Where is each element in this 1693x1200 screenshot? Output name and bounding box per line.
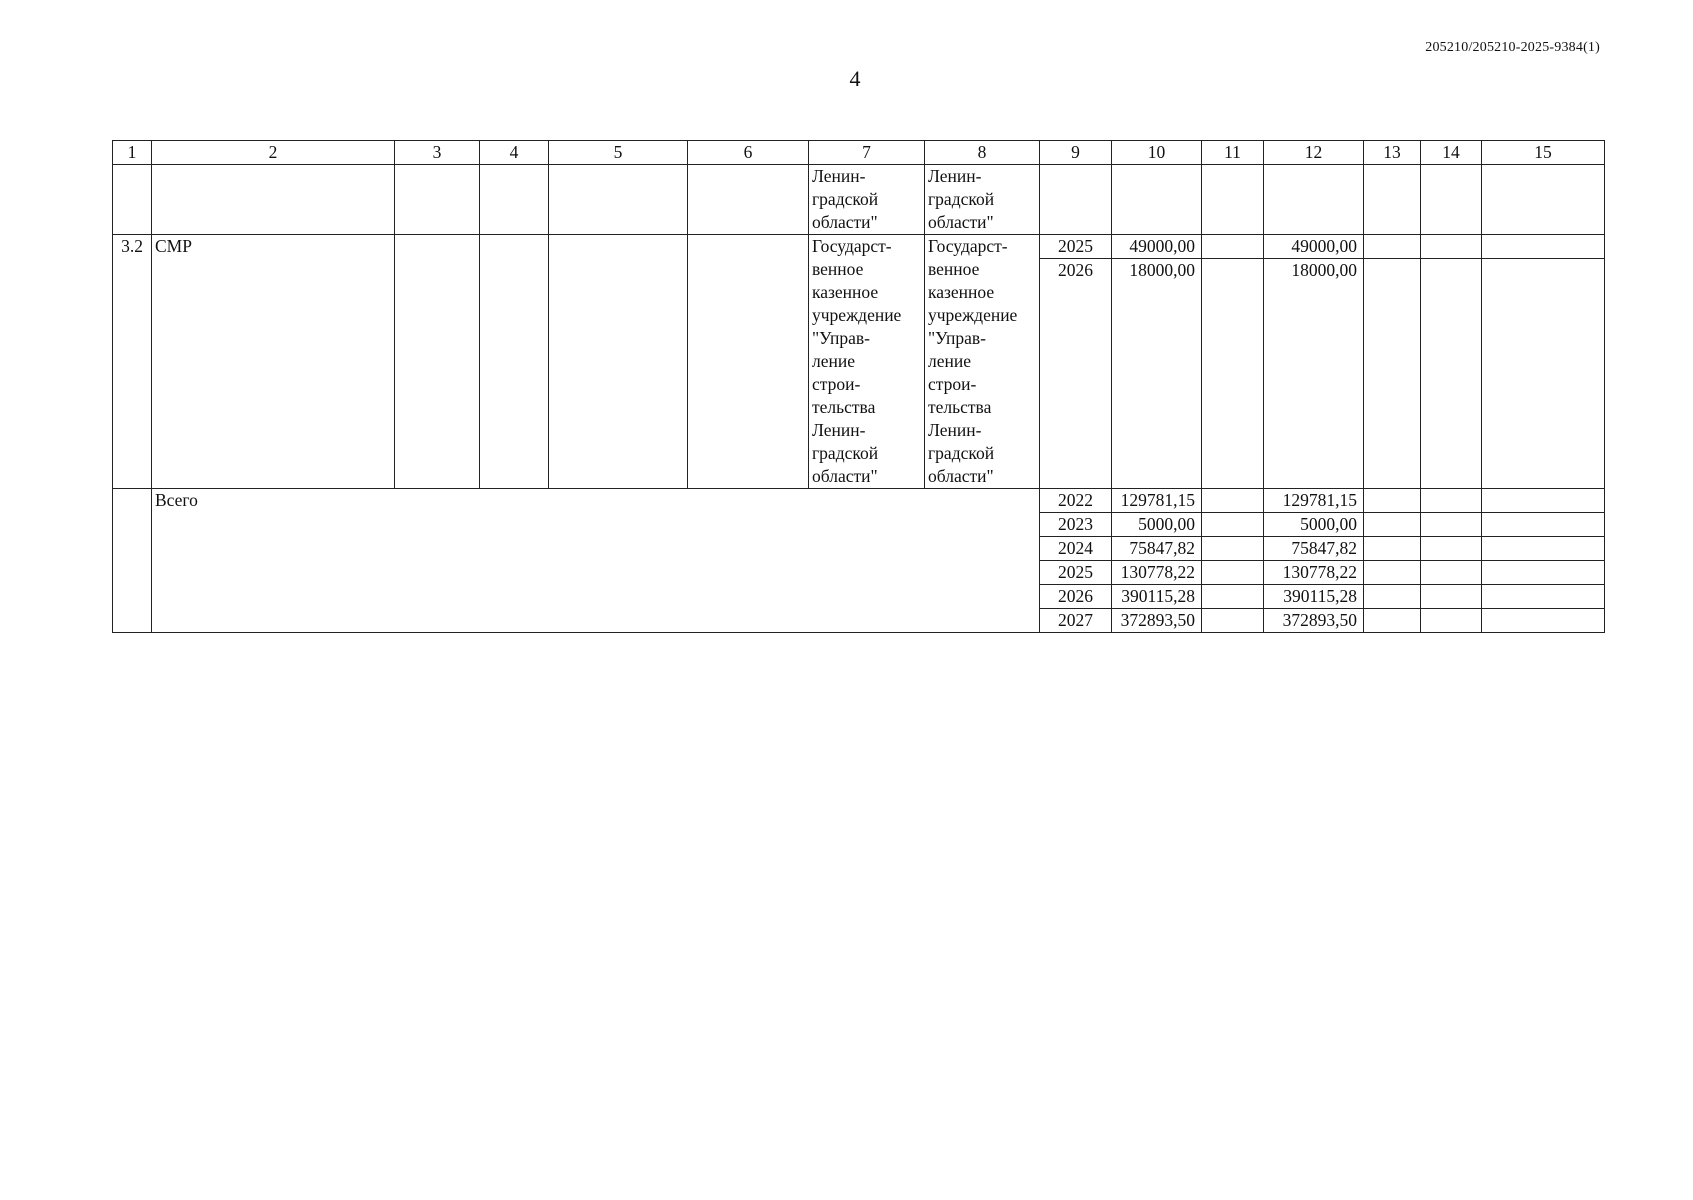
year-cell: 2026 [1040, 259, 1112, 489]
amount-total-cell: 390115,28 [1112, 585, 1202, 609]
amount-total-cell: 49000,00 [1112, 235, 1202, 259]
budget-table [112, 140, 1605, 633]
continuation-row [113, 165, 1605, 235]
year-cell: 2024 [1040, 537, 1112, 561]
year-cell: 2025 [1040, 561, 1112, 585]
executor-cell: Государст- венное казенное учреждение "Управ- ление строи- тельства Ленин- градской области" [925, 235, 1040, 489]
column-number-header: 10 [1112, 141, 1202, 165]
amount-total-cell: 18000,00 [1112, 259, 1202, 489]
amount-total-cell: 130778,22 [1112, 561, 1202, 585]
total-label: Всего [152, 489, 1040, 633]
amount-regional-cell: 130778,22 [1264, 561, 1364, 585]
amount-regional-cell: 129781,15 [1264, 489, 1364, 513]
amount-regional-cell: 5000,00 [1264, 513, 1364, 537]
column-number-header: 5 [549, 141, 688, 165]
column-number-header: 7 [809, 141, 925, 165]
column-number-header: 1 [113, 141, 152, 165]
table-row [113, 235, 1605, 259]
year-cell: 2022 [1040, 489, 1112, 513]
amount-regional-cell: 75847,82 [1264, 537, 1364, 561]
executor-cell: Ленин- градской области" [925, 165, 1040, 235]
column-number-header: 2 [152, 141, 395, 165]
amount-regional-cell: 372893,50 [1264, 609, 1364, 633]
column-number-header: 13 [1364, 141, 1421, 165]
customer-cell: Ленин- градской области" [809, 165, 925, 235]
year-cell: 2025 [1040, 235, 1112, 259]
amount-regional-cell: 49000,00 [1264, 235, 1364, 259]
total-row [113, 489, 1605, 513]
row-name: СМР [152, 235, 395, 489]
column-number-header: 4 [480, 141, 549, 165]
amount-regional-cell: 18000,00 [1264, 259, 1364, 489]
year-cell: 2027 [1040, 609, 1112, 633]
amount-total-cell: 5000,00 [1112, 513, 1202, 537]
column-number-header: 3 [395, 141, 480, 165]
amount-regional-cell: 390115,28 [1264, 585, 1364, 609]
row-number: 3.2 [113, 235, 152, 489]
column-number-header: 11 [1202, 141, 1264, 165]
customer-cell: Государст- венное казенное учреждение "Управ- ление строи- тельства Ленин- градской области" [809, 235, 925, 489]
column-number-header-row [113, 141, 1605, 165]
column-number-header: 9 [1040, 141, 1112, 165]
amount-total-cell: 129781,15 [1112, 489, 1202, 513]
column-number-header: 6 [688, 141, 809, 165]
amount-total-cell: 372893,50 [1112, 609, 1202, 633]
year-cell: 2023 [1040, 513, 1112, 537]
year-cell: 2026 [1040, 585, 1112, 609]
column-number-header: 14 [1421, 141, 1482, 165]
column-number-header: 12 [1264, 141, 1364, 165]
amount-total-cell: 75847,82 [1112, 537, 1202, 561]
column-number-header: 8 [925, 141, 1040, 165]
page-number: 4 [849, 66, 861, 91]
document-registration-number: 205210/205210-2025-9384(1) [1425, 40, 1600, 55]
column-number-header: 15 [1482, 141, 1605, 165]
